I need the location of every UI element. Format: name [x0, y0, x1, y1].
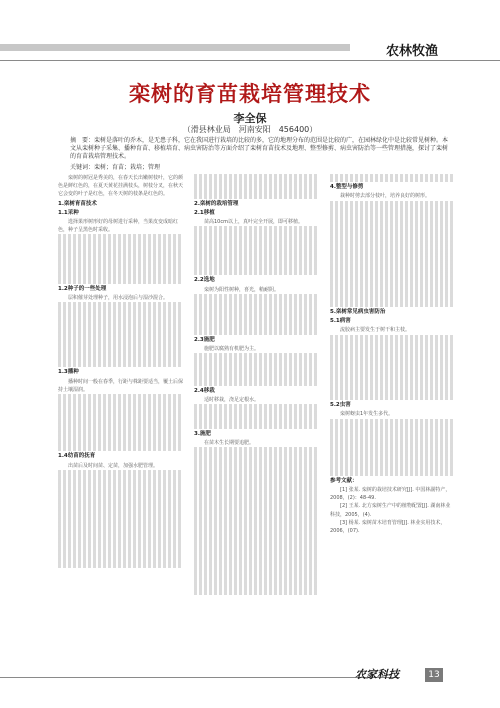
- column-name: 农林牧渔: [385, 44, 438, 59]
- reference-item: [1] 张某. 栾树的栽培技术研究[J]. 中国林副特产，2008，(2)：48-49.: [330, 487, 451, 502]
- body-column-3: [330, 174, 455, 644]
- body-column-2: [194, 174, 319, 644]
- body-paragraph: 适时移栽，浇足定根水。: [204, 397, 260, 403]
- journal-name: 农家科技: [355, 668, 399, 681]
- subsection-heading: 1.3播种: [58, 369, 79, 376]
- section-heading: 4.整型与修剪: [330, 184, 364, 191]
- body-paragraph: 选择果形树形好的母树进行采种，当果皮变成暗红色，种子呈黑色时采收。: [58, 219, 179, 234]
- body-paragraph: 栾树为阳性树种，喜光，稍耐阴。: [204, 286, 280, 293]
- body-paragraph: 栽种时剪去部分枝叶，培养良好的树形。: [340, 193, 431, 200]
- body-paragraph: 流胶病主要发生于树干和主枝。: [340, 327, 411, 334]
- page-header: [0, 44, 500, 58]
- section-heading: 1.栾树育苗技术: [58, 200, 97, 207]
- article-keywords: 关键词：栾树；育苗；栽培；管理: [70, 164, 161, 171]
- article-author: 李全保: [233, 112, 267, 125]
- subsection-heading: 2.4移栽: [194, 387, 215, 394]
- reference-item: [3] 杨某. 栾树苗木培育管理[J]. 林业实用技术，2006，(07).: [330, 519, 446, 535]
- header-rule: [0, 60, 500, 61]
- body-column-1: [58, 174, 183, 644]
- body-paragraph: 施肥以腐熟有机肥为主。: [204, 345, 260, 352]
- body-paragraph: 栾树蚜虫1年发生多代。: [340, 411, 394, 418]
- subsection-heading: 1.4幼苗的抚育: [58, 453, 96, 460]
- body-paragraph: 层积催芽处理种子，用水浸泡后与湿沙混合。: [68, 294, 169, 301]
- subsection-heading: 1.2种子的一些处理: [58, 285, 107, 292]
- header-bar: [0, 44, 350, 51]
- references-heading: 参考文献：: [330, 477, 358, 484]
- reference-item: [2] 王某. 北方栾树生产中的植物配置[J]. 湖南林业科技，2005，(4).: [330, 503, 451, 518]
- body-paragraph: 在苗木生长期要追肥。: [204, 439, 255, 446]
- body-paragraph: 出苗后及时间苗、定苗，加强水肥管理。: [68, 462, 159, 469]
- subsection-heading: 2.1移植: [194, 209, 215, 216]
- article-abstract: 摘 要：栾树是落叶的乔木，是无患子科，它在我国进行栽培的比较的多，它的地理分布的范围是比较的广，在园林绿化中是比较常见树种。本文从栾树种子采集、播种育苗、移植培育、病虫害防治等方面介绍了栾树育苗技术及地理、整型修剪、病虫害防治等一些管理措施，探讨了栾树的育苗栽培管理技术。: [70, 137, 449, 160]
- article-affiliation: （滑县林业局 河南安阳 456400）: [182, 125, 318, 134]
- page-number: 13: [425, 668, 443, 682]
- footer-rule: [0, 677, 400, 678]
- body-paragraph: 播种时间一般在春季，行距与株距要适当，覆土后保持土壤湿润。: [58, 378, 183, 393]
- intro-paragraph: 栾树的树冠是秀美的，在春天长出嫩树枝叶，它的颜色是鲜红色的，在夏天黄花挂满枝头，树枝分叉，在秋天它会变的叶子是红色，在冬天树的枝条是红色的。: [58, 175, 183, 198]
- section-heading: 2.栾树的栽培管理: [194, 200, 239, 207]
- subsection-heading: 5.2虫害: [330, 402, 351, 409]
- article-title: 栾树的育苗栽培管理技术: [129, 81, 371, 106]
- body-paragraph: 苗高10cm以上，真叶完全开展，即可移植。: [204, 218, 303, 225]
- section-heading: 5.栾树常见病虫害防治: [330, 309, 386, 316]
- section-heading: 3.施肥: [194, 430, 211, 437]
- subsection-heading: 5.1病害: [330, 318, 351, 325]
- page-footer: [0, 668, 500, 692]
- subsection-heading: 2.3施肥: [194, 336, 215, 343]
- subsection-heading: 1.1采种: [58, 209, 79, 216]
- subsection-heading: 2.2选地: [194, 277, 215, 284]
